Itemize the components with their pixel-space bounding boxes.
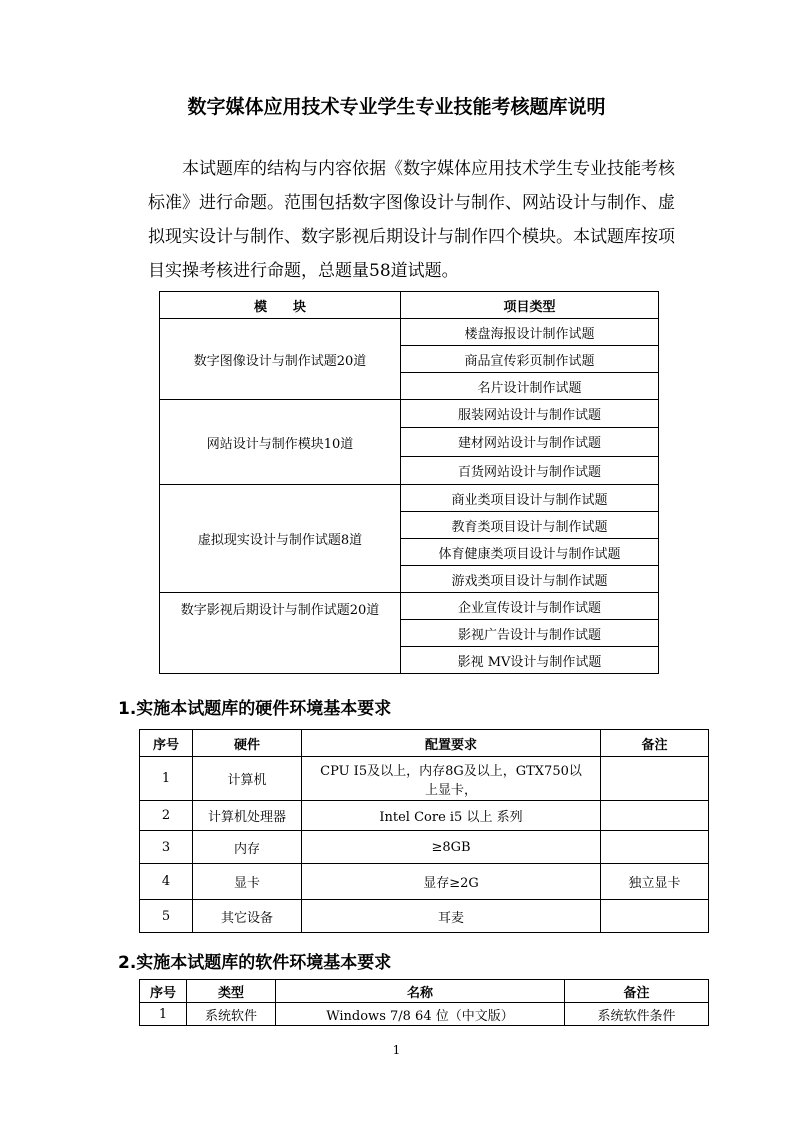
item-cell: 商品宣传彩页制作试题 (401, 346, 659, 373)
cell-no: 1 (140, 1003, 187, 1026)
table-row (140, 757, 709, 801)
hardware-table-header (140, 730, 709, 757)
cell-remark (601, 757, 709, 801)
cell-name: Windows 7/8 64 位（中文版） (276, 1003, 565, 1026)
module-cell: 网站设计与制作模块10道 (160, 400, 401, 485)
table-row (160, 319, 659, 346)
header-hardware: 硬件 (193, 730, 302, 757)
section2-heading: 2.实施本试题库的软件环境基本要求 (118, 953, 392, 973)
header-config: 配置要求 (302, 730, 601, 757)
document-title: 数字媒体应用技术专业学生专业技能考核题库说明 (187, 96, 606, 118)
software-table-header (140, 980, 709, 1003)
table-row (140, 831, 709, 864)
item-cell: 服装网站设计与制作试题 (401, 400, 659, 428)
cell-no: 5 (140, 900, 193, 933)
item-cell: 体育健康类项目设计与制作试题 (401, 539, 659, 566)
cell-config: 耳麦 (302, 900, 601, 933)
cell-no: 1 (140, 757, 193, 801)
cell-remark: 独立显卡 (601, 864, 709, 900)
header-type: 类型 (187, 980, 276, 1003)
header-remark: 备注 (601, 730, 709, 757)
cell-no: 2 (140, 801, 193, 831)
software-table (139, 979, 709, 1026)
hardware-table (139, 729, 709, 933)
cell-config: Intel Core i5 以上 系列 (302, 801, 601, 831)
intro-paragraph (148, 152, 688, 288)
table-row (140, 900, 709, 933)
cell-config: 显存≥2G (302, 864, 601, 900)
cell-remark: 系统软件条件 (565, 1003, 709, 1026)
item-cell: 游戏类项目设计与制作试题 (401, 566, 659, 593)
item-cell: 影视 MV设计与制作试题 (401, 647, 659, 674)
cell-config: CPU I5及以上，内存8G及以上，GTX750以上显卡， (302, 757, 601, 801)
item-cell: 商业类项目设计与制作试题 (401, 485, 659, 512)
cell-hardware: 计算机 (193, 757, 302, 801)
item-cell: 影视广告设计与制作试题 (401, 620, 659, 647)
header-item-type: 项目类型 (401, 292, 659, 319)
item-cell: 企业宣传设计与制作试题 (401, 593, 659, 620)
page-number: 1 (392, 1043, 401, 1057)
modules-table-header (160, 292, 659, 319)
item-cell: 建材网站设计与制作试题 (401, 428, 659, 456)
modules-table (159, 291, 659, 674)
cell-remark (601, 831, 709, 864)
cell-no: 3 (140, 831, 193, 864)
header-name: 名称 (276, 980, 565, 1003)
item-cell: 名片设计制作试题 (401, 373, 659, 400)
table-row (140, 1003, 709, 1026)
cell-no: 4 (140, 864, 193, 900)
item-cell: 楼盘海报设计制作试题 (401, 319, 659, 346)
item-cell: 百货网站设计与制作试题 (401, 456, 659, 484)
header-remark: 备注 (565, 980, 709, 1003)
table-row (160, 400, 659, 428)
cell-hardware: 其它设备 (193, 900, 302, 933)
module-cell: 数字图像设计与制作试题20道 (160, 319, 401, 400)
cell-hardware: 显卡 (193, 864, 302, 900)
cell-remark (601, 801, 709, 831)
item-cell: 教育类项目设计与制作试题 (401, 512, 659, 539)
header-no: 序号 (140, 730, 193, 757)
table-row (160, 485, 659, 512)
section1-heading: 1.实施本试题库的硬件环境基本要求 (118, 699, 392, 719)
cell-config: ≥8GB (302, 831, 601, 864)
cell-remark (601, 900, 709, 933)
module-cell: 数字影视后期设计与制作试题20道 (160, 593, 401, 674)
table-row (140, 801, 709, 831)
table-row (140, 864, 709, 900)
intro-text: 本试题库的结构与内容依据《数字媒体应用技术学生专业技能考核标准》进行命题。范围包括数字图像设计与制作、网站设计与制作、虚拟现实设计与制作、数字影视后期设计与制作四个模块。本试题库按项目实操考核进行命题，总题量58道试题。 (148, 159, 675, 281)
header-no: 序号 (140, 980, 187, 1003)
table-row (160, 593, 659, 620)
header-module: 模 块 (160, 292, 401, 319)
cell-hardware: 计算机处理器 (193, 801, 302, 831)
cell-type: 系统软件 (187, 1003, 276, 1026)
cell-hardware: 内存 (193, 831, 302, 864)
module-cell: 虚拟现实设计与制作试题8道 (160, 485, 401, 593)
